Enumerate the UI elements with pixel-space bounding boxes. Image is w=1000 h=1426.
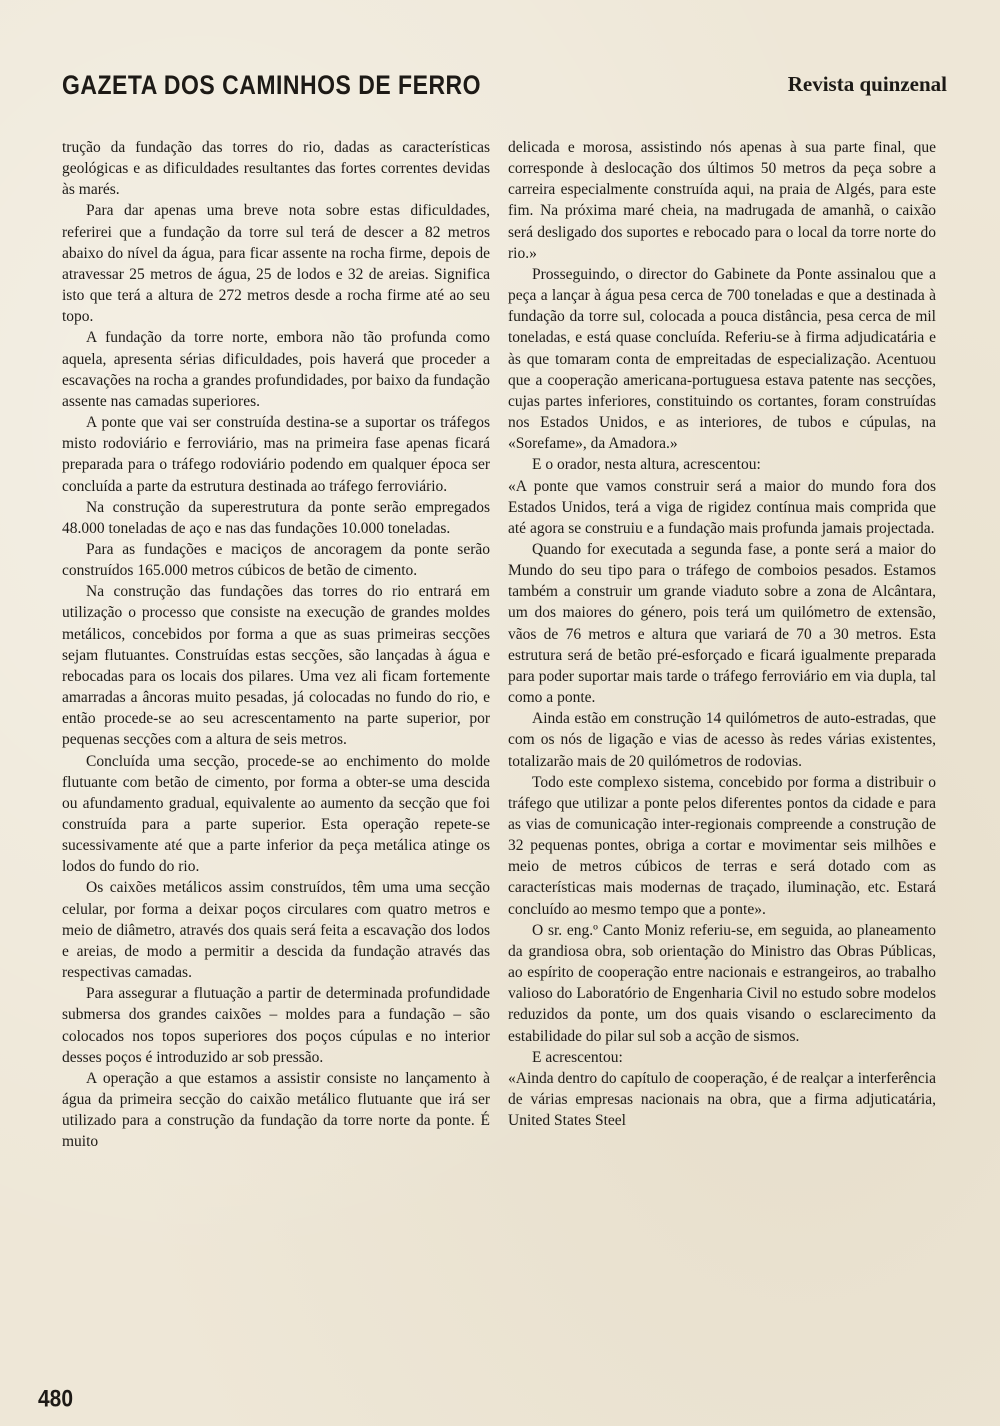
- right-column: [508, 137, 936, 1131]
- paragraph: Para assegurar a flutuação a partir de determinada profundidade submersa dos grandes caixões – moldes para a fundação – são colocados nos topos superiores dos poços cúpulas e no interior desses poços é introduzido ar sob pressão.: [62, 985, 490, 1066]
- paragraph: Prosseguindo, o director do Gabinete da Ponte assinalou que a peça a lançar à água pesa cerca de 700 toneladas e que a destinada à fundação da torre sul, colocada a pouca distância, pesa cerca de mil toneladas, e está quase concluída. Referiu-se à firma adjudicatária e às que tomaram conta de empreitadas de especialização. Acentuou que a cooperação americana-portuguesa estava patente nas secções, cujas partes inferiores, constituindo os cortantes, foram construídas nos Estados Unidos, e as interiores, de tubos e cúpulas, na «Sorefame», da Amadora.»: [508, 265, 936, 453]
- paragraph: E o orador, nesta altura, acrescentou:: [532, 456, 761, 474]
- paragraph: Para as fundações e maciços de ancoragem da ponte serão construídos 165.000 metros cúbicos de betão de cimento.: [62, 540, 490, 580]
- paragraph: A ponte que vai ser construída destina-se a suportar os tráfegos misto rodoviário e ferroviário, mas na primeira fase apenas ficará preparada para o tráfego rodoviário podendo em qualquer época ser concluída a parte da estrutura destinada ao tráfego ferroviário.: [62, 414, 490, 495]
- paragraph: Ainda estão em construção 14 quilómetros de auto-estradas, que com os nós de ligação e vias de acesso às redes várias existentes, totalizarão mais de 20 quilómetros de rodovias.: [508, 710, 936, 770]
- paragraph: A fundação da torre norte, embora não tão profunda como aquela, apresenta sérias dificuldades, pois haverá que proceder a escavações na rocha a grandes profundidades, por baixo da fundação assente nas camadas superiores.: [62, 329, 490, 410]
- paragraph: Todo este complexo sistema, concebido por forma a distribuir o tráfego que utilizar a ponte pelos diferentes pontos da cidade e para as vias de comunicação inter-regionais compreende a construção de 32 pequenas pontes, obriga a cortar e movimentar seis milhões e meio de metros cúbicos de terras e será dotado com as características mais modernas de traçado, iluminação, etc. Estará concluído ao mesmo tempo que a ponte».: [508, 773, 936, 918]
- page-header: [62, 70, 947, 106]
- paragraph: Na construção das fundações das torres do rio entrará em utilização o processo que consiste na execução de grandes moldes metálicos, concebidos por forma a que as suas primeiras secções sejam flutuantes. Construídas estas secções, são lançadas à água e rebocadas para os locais dos pilares. Uma vez ali ficam fortemente amarradas a âncoras muito pesadas, já colocadas no fundo do rio, e então procede-se ao seu acrescentamento na parte superior, por pequenas secções com a altura de seis metros.: [62, 583, 490, 749]
- paragraph: Para dar apenas uma breve nota sobre estas dificuldades, referirei que a fundação da torre sul terá de descer a 82 metros abaixo do nível da água, para ficar assente na rocha firme, depois de atravessar 25 metros de água, 25 de lodos e 32 de areias. Significa isto que terá a altura de 272 metros desde a rocha firme até ao seu topo.: [62, 202, 490, 326]
- paragraph: trução da fundação das torres do rio, dadas as características geológicas e as dificuldades resultantes das fortes correntes devidas às marés.: [62, 139, 490, 199]
- page-number: 480: [38, 1386, 74, 1413]
- publication-title: GAZETA DOS CAMINHOS DE FERRO: [62, 70, 482, 100]
- paragraph: E acrescentou:: [532, 1048, 623, 1066]
- paragraph: Na construção da superestrutura da ponte serão empregados 48.000 toneladas de aço e nas das fundações 10.000 toneladas.: [62, 498, 490, 537]
- paragraph: «Ainda dentro do capítulo de cooperação, é de realçar a interferência de várias empresas nacionais na obra, que a firma adjuticatária, United States Steel: [508, 1069, 936, 1130]
- paragraph: Os caixões metálicos assim construídos, têm uma uma secção celular, por forma a deixar poços circulares com quatro metros e meio de diâmetro, através dos quais será feita a escavação dos lodos e areias, de modo a permitir a descida da fundação através das respectivas camadas.: [62, 879, 490, 982]
- paragraph: Quando for executada a segunda fase, a ponte será a maior do Mundo do seu tipo para o tráfego de comboios pesados. Estamos também a construir um grande viaduto sobre a zona de Alcântara, um dos maiores do género, pois terá um quilómetro de extensão, vãos de 76 metros e altura que variará de 70 a 30 metros. Esta estrutura será de betão pré-esforçado e ficará igualmente preparada para poder suportar mais tarde o tráfego ferroviário em via dupla, tal como a ponte.: [508, 540, 936, 707]
- paragraph: A operação a que estamos a assistir consiste no lançamento à água da primeira secção do caixão metálico flutuante que irá ser utilizado para a construção da fundação da torre norte da ponte. É muito: [62, 1069, 490, 1151]
- paragraph: O sr. eng.º Canto Moniz referiu-se, em seguida, ao planeamento da grandiosa obra, sob orientação do Ministro das Obras Públicas, ao espírito de cooperação entre nacionais e estrangeiros, ao trabalho valioso do Laboratório de Engenharia Civil no estudo sobre modelos reduzidos da ponte, um dos quais visando o esclarecimento da estabilidade do pilar sul sob a acção de sismos.: [508, 921, 936, 1045]
- paragraph: delicada e morosa, assistindo nós apenas à sua parte final, que corresponde à deslocação dos últimos 50 metros da peça sobre a carreira especialmente construída aqui, na praia de Algés, para este fim. Na próxima maré cheia, na madrugada de amanhã, o caixão será desligado dos suportes e rebocado para o local da torre norte do rio.»: [508, 139, 936, 262]
- paragraph: «A ponte que vamos construir será a maior do mundo fora dos Estados Unidos, terá a viga de rigidez contínua mais comprida que até agora se construiu e a fundação mais profunda jamais projectada.: [508, 477, 936, 537]
- paragraph: Concluída uma secção, procede-se ao enchimento do molde flutuante com betão de cimento, por forma a obter-se uma descida ou afundamento gradual, equivalente ao aumento da secção que foi construída para a parte superior. Esta operação repete-se sucessivamente até que a parte inferior da peça metálica atinge os lodos do fundo do rio.: [62, 752, 490, 876]
- publication-subtitle: Revista quinzenal: [787, 72, 947, 96]
- left-column: [62, 137, 490, 1153]
